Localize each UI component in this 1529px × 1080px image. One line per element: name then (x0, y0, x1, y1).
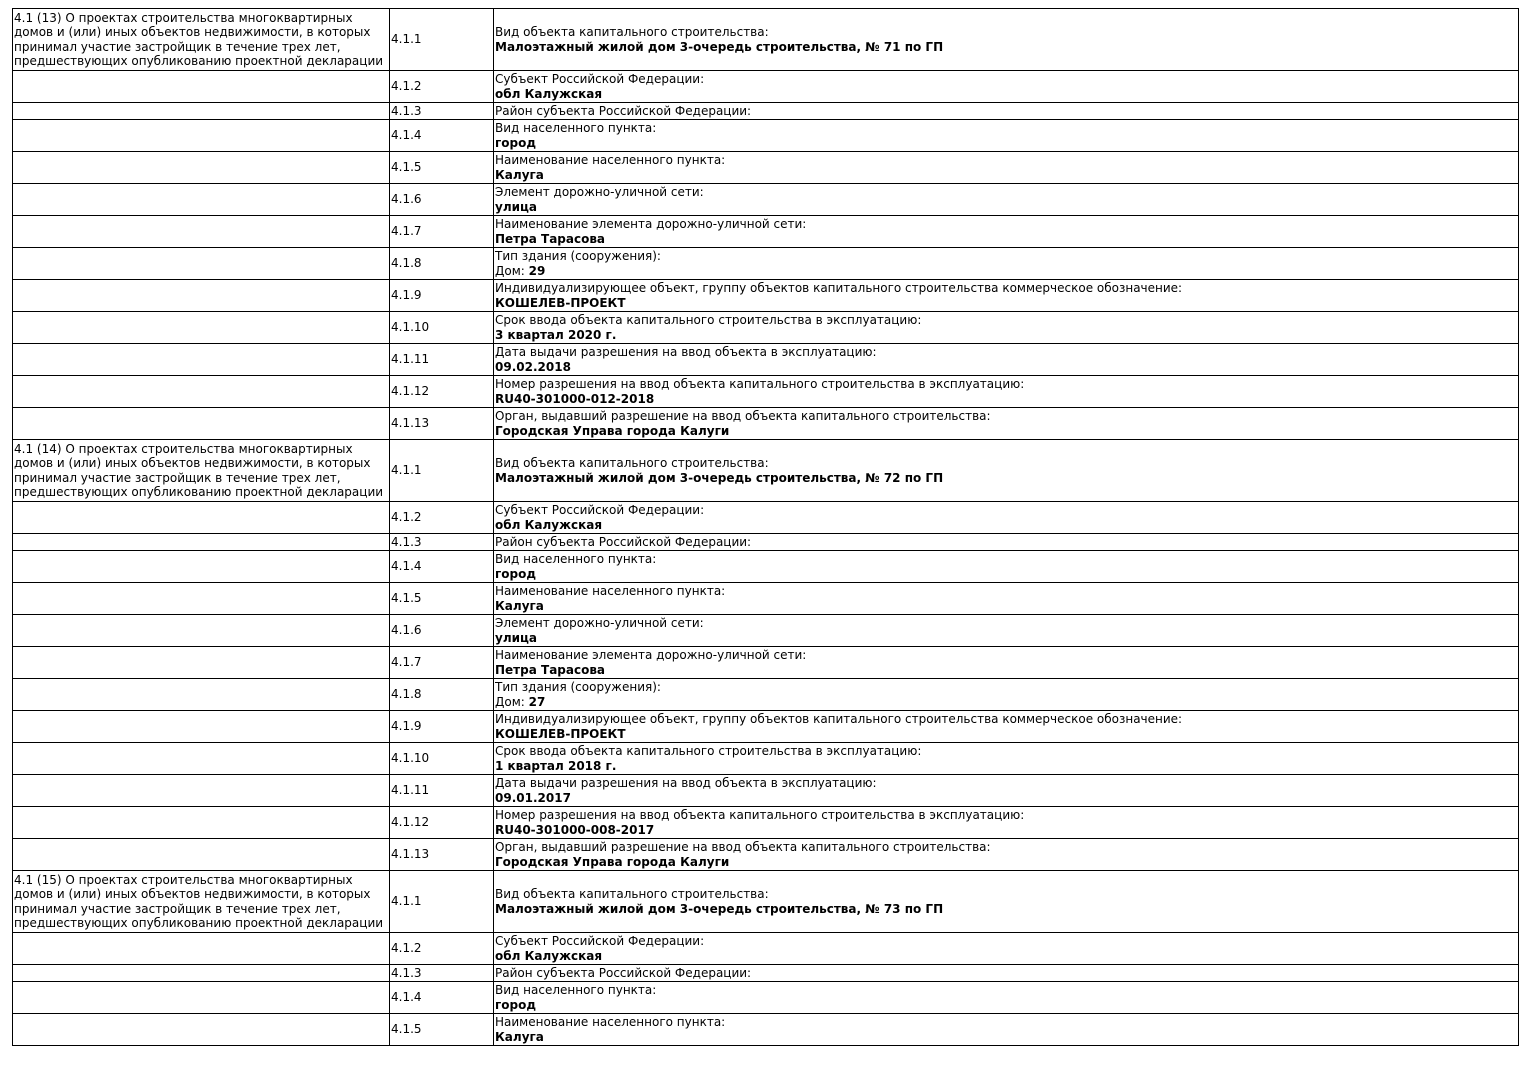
table-row (13, 933, 1519, 965)
table-row (13, 839, 1519, 871)
field-cell (494, 502, 1519, 534)
field-cell (494, 9, 1519, 71)
item-number: 4.1.1 (390, 871, 494, 933)
item-number: 4.1.5 (390, 1014, 494, 1046)
item-number: 4.1.8 (390, 248, 494, 280)
section-empty-cell (13, 280, 390, 312)
field-cell (494, 775, 1519, 807)
field-label: Номер разрешения на ввод объекта капитального строительства в эксплуатацию: (495, 377, 1025, 391)
item-number: 4.1.11 (390, 775, 494, 807)
field-label: Вид населенного пункта: (495, 552, 657, 566)
field-label: Вид объекта капитального строительства: (495, 25, 769, 39)
field-cell (494, 1014, 1519, 1046)
field-value: Калуга (495, 598, 544, 613)
table-row (13, 248, 1519, 280)
field-label: Наименование элемента дорожно-уличной сети: (495, 217, 807, 231)
table-row (13, 216, 1519, 248)
table-row (13, 71, 1519, 103)
table-row (13, 583, 1519, 615)
field-label: Орган, выдавший разрешение на ввод объекта капитального строительства: (495, 409, 991, 423)
field-cell (494, 743, 1519, 775)
section-heading-cell (13, 9, 390, 71)
item-number: 4.1.7 (390, 216, 494, 248)
field-label: Субъект Российской Федерации: (495, 934, 705, 948)
field-value: Калуга (495, 167, 544, 182)
table-row (13, 184, 1519, 216)
field-cell (494, 248, 1519, 280)
field-label: Индивидуализирующее объект, группу объектов капитального строительства коммерческое обозначение: (495, 712, 1183, 726)
field-cell (494, 871, 1519, 933)
field-value-line (495, 392, 1517, 407)
field-value-line (495, 232, 1517, 247)
field-value-line (495, 40, 1517, 55)
field-label: Тип здания (сооружения): (495, 249, 661, 263)
item-number: 4.1.10 (390, 312, 494, 344)
field-value-line (495, 1030, 1517, 1045)
table-row (13, 615, 1519, 647)
field-value: Малоэтажный жилой дом 3-очередь строительства, № 71 по ГП (495, 39, 944, 54)
table-row (13, 965, 1519, 982)
item-number: 4.1.3 (390, 103, 494, 120)
table-row (13, 711, 1519, 743)
section-empty-cell (13, 408, 390, 440)
field-value: Калуга (495, 1029, 544, 1044)
field-value: Петра Тарасова (495, 231, 606, 246)
field-value-line (495, 87, 1517, 102)
field-label: Наименование элемента дорожно-уличной сети: (495, 648, 807, 662)
field-label: Наименование населенного пункта: (495, 153, 726, 167)
field-label: Элемент дорожно-уличной сети: (495, 185, 704, 199)
field-value: 09.01.2017 (495, 790, 571, 805)
declaration-table (12, 8, 1519, 1046)
field-value: город (495, 997, 537, 1012)
field-value: 29 (528, 263, 546, 278)
field-value-line (495, 424, 1517, 439)
table-row (13, 103, 1519, 120)
field-label: Тип здания (сооружения): (495, 680, 661, 694)
field-value-line (495, 823, 1517, 838)
field-cell (494, 615, 1519, 647)
field-value-line (495, 759, 1517, 774)
item-number: 4.1.13 (390, 839, 494, 871)
section-empty-cell (13, 965, 390, 982)
field-cell (494, 807, 1519, 839)
item-number: 4.1.12 (390, 807, 494, 839)
field-label: Вид населенного пункта: (495, 983, 657, 997)
table-row (13, 871, 1519, 933)
table-row (13, 534, 1519, 551)
field-value-line (495, 902, 1517, 917)
field-value-line (495, 264, 1517, 279)
item-number: 4.1.2 (390, 71, 494, 103)
section-empty-cell (13, 248, 390, 280)
section-heading-cell (13, 440, 390, 502)
field-value-line (495, 200, 1517, 215)
field-cell (494, 583, 1519, 615)
item-number: 4.1.9 (390, 280, 494, 312)
section-empty-cell (13, 933, 390, 965)
section-empty-cell (13, 1014, 390, 1046)
section-empty-cell (13, 839, 390, 871)
field-label: Вид объекта капитального строительства: (495, 887, 769, 901)
item-number: 4.1.6 (390, 184, 494, 216)
field-value-line (495, 136, 1517, 151)
table-row (13, 152, 1519, 184)
field-cell (494, 71, 1519, 103)
field-value: Малоэтажный жилой дом 3-очередь строительства, № 72 по ГП (495, 470, 944, 485)
field-value: улица (495, 630, 538, 645)
section-heading: 4.1 (15) О проектах строительства многоквартирных домов и (или) иных объектов недвижимости, в которых принимал участие застройщик в течение трех лет, предшествующих опубликованию проектной декларации (14, 872, 384, 930)
item-number: 4.1.1 (390, 9, 494, 71)
field-label: Номер разрешения на ввод объекта капитального строительства в эксплуатацию: (495, 808, 1025, 822)
field-value: обл Калужская (495, 86, 603, 101)
field-label: Дата выдачи разрешения на ввод объекта в эксплуатацию: (495, 776, 877, 790)
section-empty-cell (13, 71, 390, 103)
field-cell (494, 647, 1519, 679)
field-value-line (495, 599, 1517, 614)
table-row (13, 982, 1519, 1014)
field-value-prefix: Дом: (495, 263, 529, 278)
field-value: КОШЕЛЕВ-ПРОЕКТ (495, 726, 626, 741)
item-number: 4.1.7 (390, 647, 494, 679)
field-cell (494, 679, 1519, 711)
field-value-line (495, 360, 1517, 375)
table-row (13, 647, 1519, 679)
field-cell (494, 839, 1519, 871)
field-value-line (495, 663, 1517, 678)
item-number: 4.1.2 (390, 933, 494, 965)
table-row (13, 440, 1519, 502)
field-label: Субъект Российской Федерации: (495, 72, 705, 86)
field-value-line (495, 328, 1517, 343)
field-label: Наименование населенного пункта: (495, 1015, 726, 1029)
section-empty-cell (13, 152, 390, 184)
section-empty-cell (13, 184, 390, 216)
table-row (13, 679, 1519, 711)
field-value-line (495, 168, 1517, 183)
table-row (13, 120, 1519, 152)
item-number: 4.1.13 (390, 408, 494, 440)
section-empty-cell (13, 120, 390, 152)
item-number: 4.1.3 (390, 534, 494, 551)
field-value: 27 (528, 694, 546, 709)
table-row (13, 9, 1519, 71)
declaration-table-body (13, 9, 1519, 1046)
section-empty-cell (13, 807, 390, 839)
table-row (13, 743, 1519, 775)
item-number: 4.1.4 (390, 120, 494, 152)
item-number: 4.1.3 (390, 965, 494, 982)
field-label: Район субъекта Российской Федерации: (495, 965, 752, 980)
section-empty-cell (13, 376, 390, 408)
field-value: улица (495, 199, 538, 214)
field-label: Орган, выдавший разрешение на ввод объекта капитального строительства: (495, 840, 991, 854)
field-label: Срок ввода объекта капитального строительства в эксплуатацию: (495, 313, 922, 327)
item-number: 4.1.12 (390, 376, 494, 408)
section-heading-cell (13, 871, 390, 933)
table-row (13, 312, 1519, 344)
field-cell (494, 103, 1519, 120)
item-number: 4.1.5 (390, 583, 494, 615)
item-number: 4.1.9 (390, 711, 494, 743)
field-cell (494, 376, 1519, 408)
field-value: RU40-301000-012-2018 (495, 391, 655, 406)
field-value-line (495, 631, 1517, 646)
field-label: Срок ввода объекта капитального строительства в эксплуатацию: (495, 744, 922, 758)
field-cell (494, 344, 1519, 376)
item-number: 4.1.5 (390, 152, 494, 184)
field-value-line (495, 998, 1517, 1013)
field-value: Городская Управа города Калуги (495, 854, 730, 869)
section-empty-cell (13, 534, 390, 551)
item-number: 4.1.2 (390, 502, 494, 534)
field-cell (494, 152, 1519, 184)
field-value-line (495, 949, 1517, 964)
field-cell (494, 184, 1519, 216)
section-empty-cell (13, 344, 390, 376)
field-value-line (495, 727, 1517, 742)
field-label: Вид объекта капитального строительства: (495, 456, 769, 470)
section-heading: 4.1 (14) О проектах строительства многоквартирных домов и (или) иных объектов недвижимости, в которых принимал участие застройщик в течение трех лет, предшествующих опубликованию проектной декларации (14, 441, 384, 499)
section-empty-cell (13, 551, 390, 583)
field-value: 09.02.2018 (495, 359, 571, 374)
field-label: Дата выдачи разрешения на ввод объекта в эксплуатацию: (495, 345, 877, 359)
field-cell (494, 312, 1519, 344)
field-value: Малоэтажный жилой дом 3-очередь строительства, № 73 по ГП (495, 901, 944, 916)
item-number: 4.1.10 (390, 743, 494, 775)
field-cell (494, 965, 1519, 982)
field-value: город (495, 135, 537, 150)
field-value-prefix: Дом: (495, 694, 529, 709)
field-label: Вид населенного пункта: (495, 121, 657, 135)
section-empty-cell (13, 647, 390, 679)
field-value-line (495, 567, 1517, 582)
item-number: 4.1.8 (390, 679, 494, 711)
field-label: Район субъекта Российской Федерации: (495, 103, 752, 118)
section-empty-cell (13, 615, 390, 647)
field-value: обл Калужская (495, 948, 603, 963)
field-cell (494, 280, 1519, 312)
field-value: 3 квартал 2020 г. (495, 327, 617, 342)
table-row (13, 775, 1519, 807)
field-value-line (495, 695, 1517, 710)
field-cell (494, 408, 1519, 440)
table-row (13, 1014, 1519, 1046)
table-row (13, 408, 1519, 440)
field-value: Городская Управа города Калуги (495, 423, 730, 438)
item-number: 4.1.1 (390, 440, 494, 502)
section-empty-cell (13, 711, 390, 743)
field-value: обл Калужская (495, 517, 603, 532)
field-cell (494, 982, 1519, 1014)
section-empty-cell (13, 743, 390, 775)
table-row (13, 502, 1519, 534)
table-row (13, 344, 1519, 376)
item-number: 4.1.4 (390, 982, 494, 1014)
table-row (13, 376, 1519, 408)
field-value: КОШЕЛЕВ-ПРОЕКТ (495, 295, 626, 310)
field-value-line (495, 791, 1517, 806)
section-empty-cell (13, 103, 390, 120)
field-value-line (495, 296, 1517, 311)
field-value: Петра Тарасова (495, 662, 606, 677)
field-cell (494, 120, 1519, 152)
table-row (13, 551, 1519, 583)
field-value-line (495, 518, 1517, 533)
field-cell (494, 711, 1519, 743)
section-empty-cell (13, 216, 390, 248)
section-heading: 4.1 (13) О проектах строительства многоквартирных домов и (или) иных объектов недвижимости, в которых принимал участие застройщик в течение трех лет, предшествующих опубликованию проектной декларации (14, 10, 384, 68)
section-empty-cell (13, 775, 390, 807)
field-value: RU40-301000-008-2017 (495, 822, 655, 837)
item-number: 4.1.6 (390, 615, 494, 647)
table-row (13, 280, 1519, 312)
field-cell (494, 933, 1519, 965)
table-row (13, 807, 1519, 839)
section-empty-cell (13, 982, 390, 1014)
field-label: Наименование населенного пункта: (495, 584, 726, 598)
field-label: Субъект Российской Федерации: (495, 503, 705, 517)
field-value: город (495, 566, 537, 581)
field-label: Индивидуализирующее объект, группу объектов капитального строительства коммерческое обозначение: (495, 281, 1183, 295)
field-value: 1 квартал 2018 г. (495, 758, 617, 773)
field-label: Район субъекта Российской Федерации: (495, 534, 752, 549)
field-cell (494, 551, 1519, 583)
section-empty-cell (13, 312, 390, 344)
field-cell (494, 216, 1519, 248)
section-empty-cell (13, 502, 390, 534)
item-number: 4.1.11 (390, 344, 494, 376)
section-empty-cell (13, 583, 390, 615)
field-cell (494, 534, 1519, 551)
field-value-line (495, 471, 1517, 486)
field-value-line (495, 855, 1517, 870)
item-number: 4.1.4 (390, 551, 494, 583)
section-empty-cell (13, 679, 390, 711)
field-cell (494, 440, 1519, 502)
field-label: Элемент дорожно-уличной сети: (495, 616, 704, 630)
